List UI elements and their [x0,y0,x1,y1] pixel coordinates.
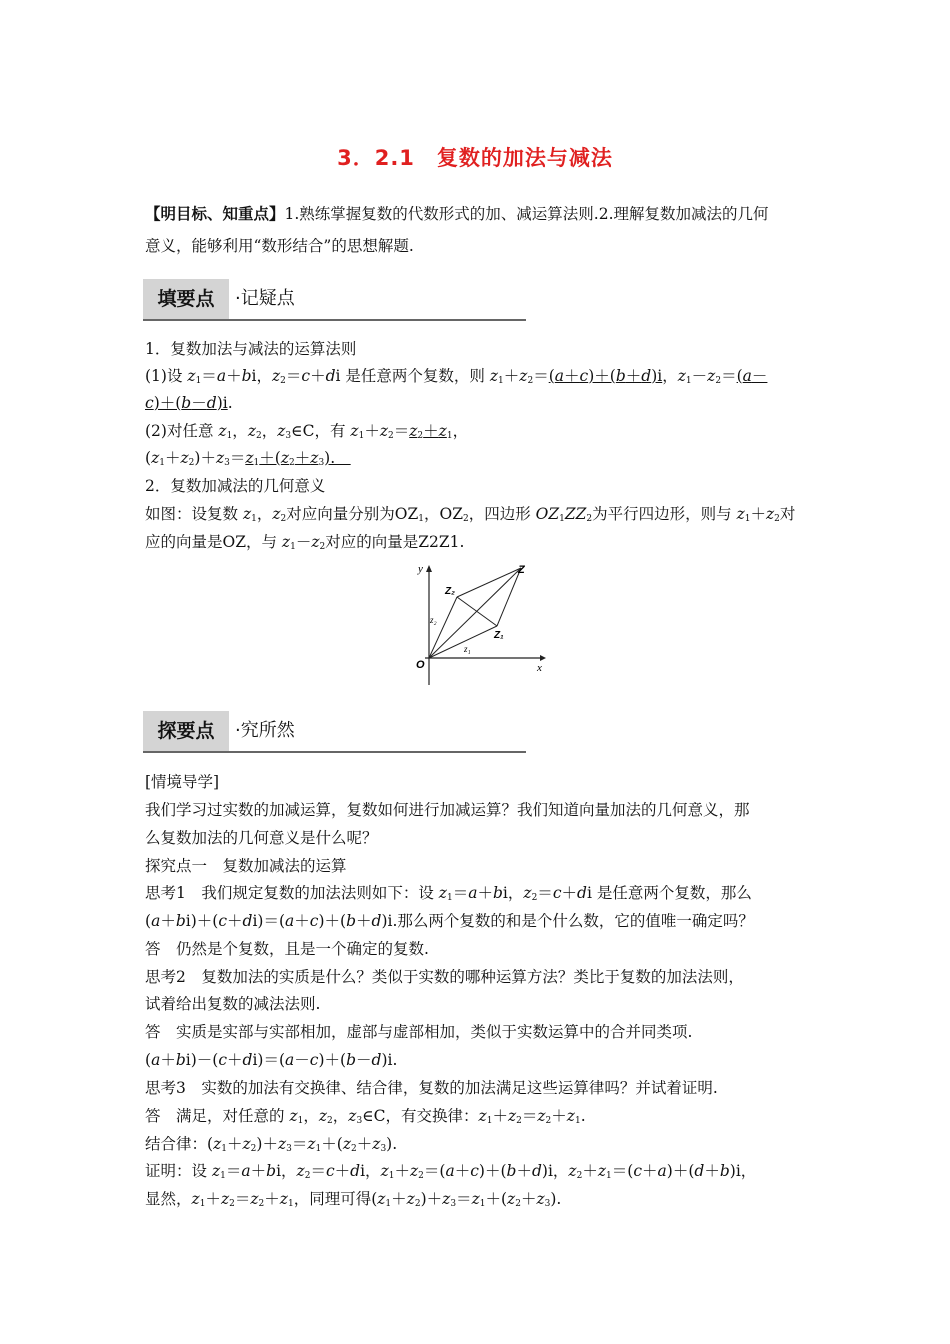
intro-line-2: 意义，能够利用“数形结合”的思想解题. [145,237,414,255]
diagonal-z2z1 [457,597,497,626]
situation-line-1: 我们学习过实数的加减运算，复数如何进行加减运算？我们知道向量加法的几何意义，那 [145,801,750,819]
intro-line-1 [145,204,815,224]
geometry-line-2: 应的向量是OZ，与 $z_1-z_2$对应的向量是Z2Z1. [145,533,465,552]
label-z2-vector: z₂ [430,615,437,625]
think1-line-1: 思考1 我们规定复数的加法法则如下：设 $z_1=a+bi$，$z_2=c+di$ 是任意两个复数，那么 [145,884,752,903]
vector-z2 [429,597,457,658]
rule-heading: 1．复数加法与减法的运算法则 [145,340,357,358]
think2-line-2: 试着给出复数的减法法则. [145,995,321,1013]
x-axis-arrow [540,655,546,661]
rule-line-3: (2)对任意 $z_1$，$z_2$，$z_3\in C$，有 $z_1+z_2=z_2+z_1$， [145,422,469,441]
answer-1: 答 仍然是个复数，且是一个确定的复数. [145,940,429,958]
answer-2: 答 实质是实部与实部相加，虚部与虚部相加，类似于实数运算中的合并同类项. [145,1023,693,1041]
vector-z1 [429,626,497,658]
label-z: Z [518,564,525,576]
diagonal-oz [429,568,521,658]
section-label-box: 探要点 [143,711,229,751]
think2-line-1: 思考2 复数加法的实质是什么？类似于实数的哪种运算方法？类比于复数的加法法则， [145,968,744,986]
label-z2-point: Z₂ [445,586,455,597]
y-axis-arrow [426,565,432,572]
side-z2-z [457,568,521,597]
page-title: 3．2.1 复数的加法与减法 [337,146,613,170]
label-y: y [418,563,423,575]
proof-line-2: 显然，$z_1+z_2=z_2+z_1$，同理可得$(z_1+z_2)+z_3=z_1+(z_2+z_3)$. [145,1190,562,1209]
rule-line-4: $(z_1+z_2)+z_3=z_1+(z_2+z_3)$. [145,449,351,468]
intro-tag: 【明目标、知重点】 [145,205,285,223]
section-subtitle: ·究所然 [235,720,295,741]
geometry-line-1: 如图：设复数 $z_1$，$z_2$对应向量分别为$OZ_1$，$OZ_2$，四边形 $OZ_1ZZ_2$为平行四边形，则与 $z_1+z_2$对 [145,505,796,524]
section-subtitle: ·记疑点 [235,288,295,309]
think3: 思考3 实数的加法有交换律、结合律，复数的加法满足这些运算律吗？并试着证明. [145,1079,718,1097]
situation-label: [情境导学] [145,773,220,791]
label-o: O [416,659,425,671]
intro-text-1: 1.熟练掌握复数的代数形式的加、减运算法则.2.理解复数加减法的几何 [284,205,769,223]
label-z1-vector: z₁ [464,644,471,654]
section-header-explore [143,711,526,753]
geometry-heading: 2．复数加减法的几何意义 [145,477,326,495]
explore-point-1: 探究点一 复数加减法的运算 [145,857,347,875]
proof-line-1: 证明：设 $z_1=a+bi$，$z_2=c+di$，$z_1+z_2=(a+c)+(b+d)i$，$z_2+z_1=(c+a)+(d+b)i$， [145,1162,757,1181]
associative-law: 结合律：$(z_1+z_2)+z_3=z_1+(z_2+z_3)$. [145,1135,398,1154]
label-x: x [537,662,542,674]
section-header-fill [143,279,526,321]
situation-line-2: 么复数加法的几何意义是什么呢？ [145,829,378,847]
answer-3: 答 满足，对任意的 $z_1$，$z_2$，$z_3\in C$，有交换律：$z_1+z_2=z_2+z_1$. [145,1107,586,1126]
rule-line-2: c)＋(b－d)i. [145,394,233,412]
think1-line-2: (a＋bi)＋(c＋di)＝(a＋c)＋(b＋d)i.那么两个复数的和是个什么数，它的值唯一确定吗？ [145,912,754,930]
answer-2-formula: (a＋bi)－(c＋di)＝(a－c)＋(b－d)i. [145,1051,398,1069]
parallelogram-figure [405,560,550,690]
label-z1-point: Z₁ [494,630,504,641]
rule-line-1: (1)设 $z_1=a+bi$，$z_2=c+di$ 是任意两个复数，则 $z_1+z_2=(a+c)+(b+d)i$，$z_1-z_2=(a-$ [145,367,768,386]
section-label-box: 填要点 [143,279,229,319]
